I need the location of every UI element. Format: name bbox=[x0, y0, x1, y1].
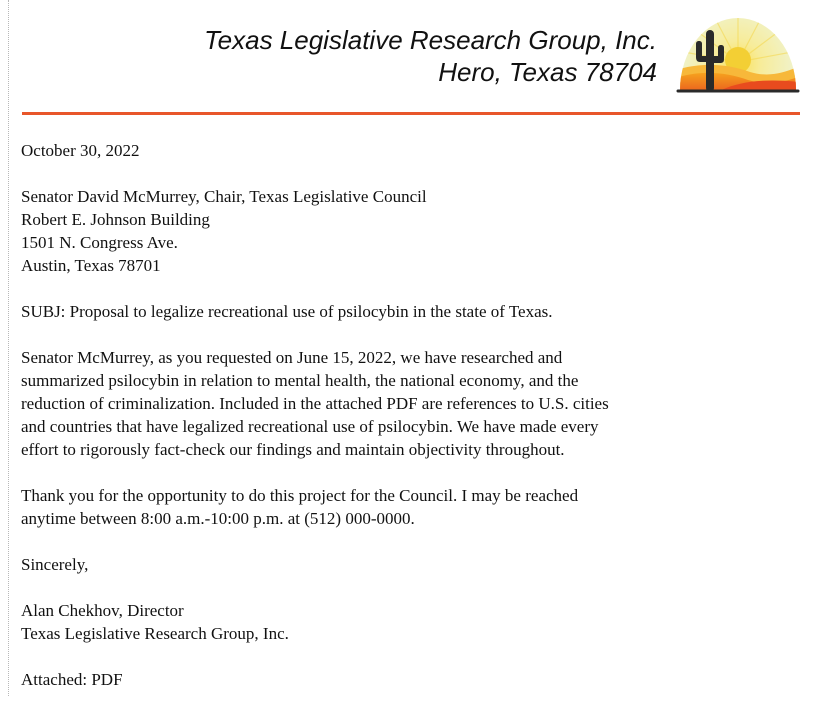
paragraph-line: summarized psilocybin in relation to mental health, the national economy, and the bbox=[21, 371, 579, 390]
paragraph-line: and countries that have legalized recreational use of psilocybin. We have made every bbox=[21, 417, 599, 436]
paragraph-line: Thank you for the opportunity to do this project for the Council. I may be reached bbox=[21, 486, 579, 505]
attachment-note bbox=[21, 668, 781, 691]
letterhead-rule bbox=[22, 112, 800, 115]
signature-organization: Texas Legislative Research Group, Inc. bbox=[21, 624, 289, 643]
letter-date bbox=[21, 139, 781, 162]
signature-name-title: Alan Chekhov, Director bbox=[21, 601, 184, 620]
date-line: October 30, 2022 bbox=[21, 141, 140, 160]
signature-block bbox=[21, 599, 781, 645]
subject-text: SUBJ: Proposal to legalize recreational use of psilocybin in the state of Texas. bbox=[21, 302, 553, 321]
letter-body bbox=[21, 139, 781, 714]
recipient-line: Senator David McMurrey, Chair, Texas Legislative Council bbox=[21, 187, 427, 206]
closing-text: Sincerely, bbox=[21, 555, 89, 574]
attachment-text: Attached: PDF bbox=[21, 670, 123, 689]
subject-line bbox=[21, 300, 781, 323]
recipient-line: Robert E. Johnson Building bbox=[21, 210, 210, 229]
closing bbox=[21, 553, 781, 576]
recipient-address bbox=[21, 185, 781, 277]
body-paragraph-2 bbox=[21, 484, 781, 530]
company-name: Texas Legislative Research Group, Inc. bbox=[204, 25, 657, 55]
letterhead bbox=[0, 0, 827, 118]
body-paragraph-1 bbox=[21, 346, 781, 461]
paragraph-line: anytime between 8:00 a.m.-10:00 p.m. at (512) 000-0000. bbox=[21, 509, 415, 528]
paragraph-line: Senator McMurrey, as you requested on June 15, 2022, we have researched and bbox=[21, 348, 563, 367]
company-city: Hero, Texas 78704 bbox=[438, 57, 657, 87]
paragraph-line: effort to rigorously fact-check our findings and maintain objectivity throughout. bbox=[21, 440, 565, 459]
paragraph-line: reduction of criminalization. Included in the attached PDF are references to U.S. cities bbox=[21, 394, 609, 413]
desert-sunset-cactus-icon bbox=[676, 12, 800, 94]
recipient-line: 1501 N. Congress Ave. bbox=[21, 233, 178, 252]
recipient-line: Austin, Texas 78701 bbox=[21, 256, 161, 275]
